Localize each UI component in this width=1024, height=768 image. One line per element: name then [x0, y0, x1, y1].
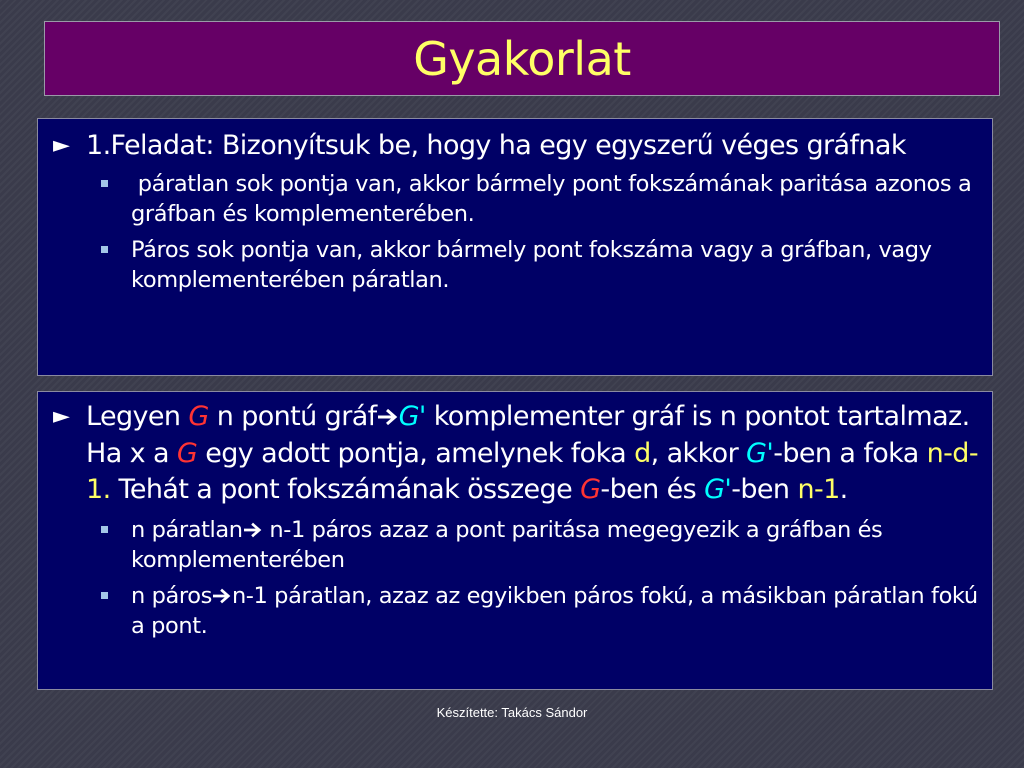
text-segment: n pontú gráf	[208, 401, 377, 432]
complement-symbol: G'	[746, 437, 774, 469]
solution-subpoint-even-text	[131, 583, 978, 639]
task-bullet	[38, 129, 992, 163]
title-bar	[44, 21, 1000, 96]
text-segment: , akkor	[650, 437, 747, 469]
text-segment: n páros	[131, 582, 212, 609]
solution-panel	[37, 391, 993, 690]
solution-text	[86, 401, 978, 505]
arrow-right-icon	[377, 407, 399, 427]
text-segment: n-1 páros azaz a pont paritása megegyezik a gráfban és komplementerében	[131, 516, 890, 573]
slide-title: Gyakorlat	[413, 31, 631, 86]
square-bullet-icon	[101, 526, 108, 533]
text-segment: .	[839, 474, 848, 505]
graph-symbol: G	[188, 401, 209, 432]
text-segment: -ben a foka	[773, 437, 927, 469]
task-panel	[37, 118, 993, 376]
arrow-right-icon	[243, 521, 263, 539]
text-segment: n-1 páratlan, azaz az egyikben páros fokú, a másikban páratlan fokú a pont.	[131, 582, 978, 639]
square-bullet-icon	[101, 592, 108, 599]
text-segment: komplementer gráf is n pontot tartalmaz. Ha x a	[86, 401, 970, 469]
task-subpoint-even	[38, 235, 992, 295]
text-segment: -ben	[731, 474, 798, 505]
solution-bullet	[38, 399, 992, 509]
task-subpoint-odd	[38, 169, 992, 229]
graph-symbol: G	[580, 474, 601, 505]
solution-subpoint-odd	[38, 515, 992, 575]
text-segment: Tehát a pont fokszámának összege	[110, 474, 581, 505]
complement-symbol: G'	[398, 401, 426, 432]
solution-subpoint-even	[38, 581, 992, 641]
text-segment: egy adott pontja, amelynek foka	[197, 437, 635, 469]
degree-symbol: d	[634, 437, 651, 469]
task-subpoint-even-text: Páros sok pontja van, akkor bármely pont fokszáma vagy a gráfban, vagy komplementerében páratlan.	[131, 237, 932, 293]
text-segment: Legyen	[86, 401, 189, 432]
arrow-right-icon	[212, 587, 232, 605]
text-segment: n páratlan	[131, 516, 243, 543]
square-bullet-icon	[101, 246, 108, 253]
solution-subpoint-odd-text	[131, 517, 889, 573]
graph-symbol: G	[176, 437, 198, 469]
degree-sum-expression: n-1	[797, 474, 840, 505]
triangle-bullet-icon: ►	[53, 404, 70, 429]
degree-expression: n-d-1.	[86, 437, 978, 505]
task-subpoint-odd-text: páratlan sok pontja van, akkor bármely pont fokszámának paritása azonos a gráfban és komplementerében.	[131, 171, 979, 227]
task-text: 1.Feladat: Bizonyítsuk be, hogy ha egy egyszerű véges gráfnak	[86, 130, 906, 161]
square-bullet-icon	[101, 180, 108, 187]
slide-footer: Készítette: Takács Sándor	[436, 705, 588, 720]
text-segment: -ben és	[600, 474, 705, 505]
complement-symbol: G'	[704, 474, 732, 505]
triangle-bullet-icon: ►	[53, 133, 70, 158]
